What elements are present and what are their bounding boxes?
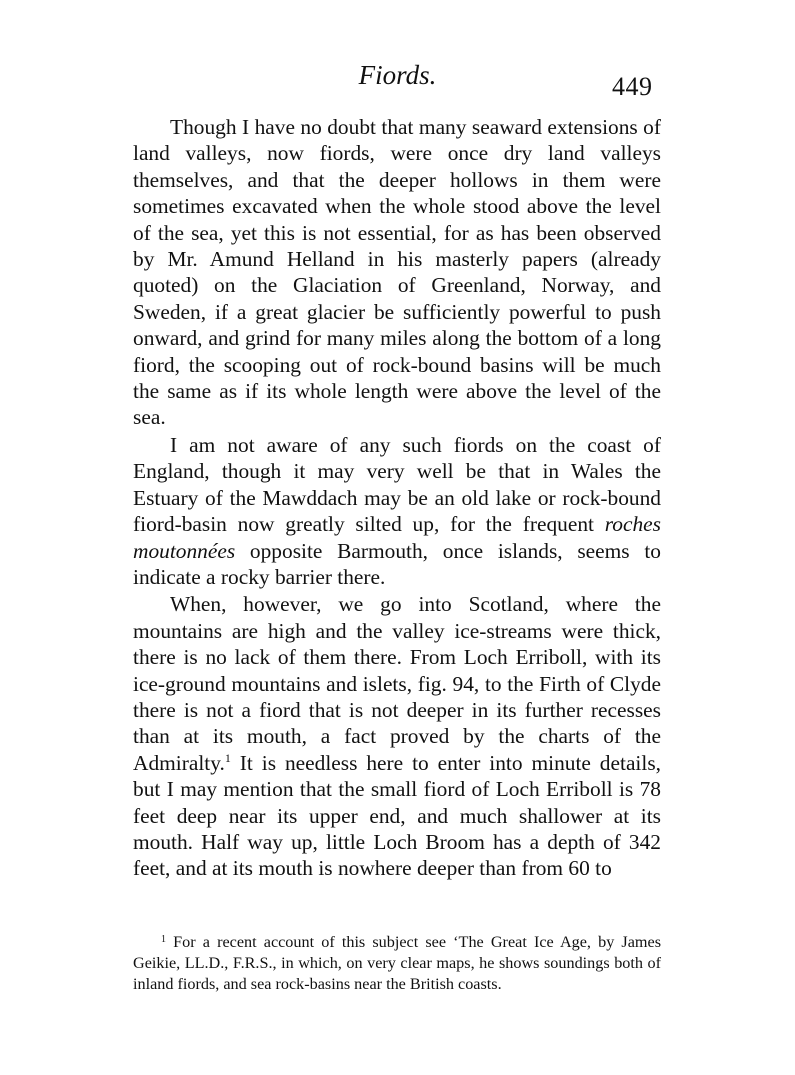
footnote [133,932,661,996]
running-title: Fiords. [358,60,437,90]
footnote-text: For a recent account of this subject see ‘The Great Ice Age, by James Geikie, LL.D., F.R.S., in which, on very clear maps, he shows soundings both of inland fiords, and sea rock-basins near the British coasts. [133,933,661,994]
footnote-mark: 1 [161,934,166,945]
paragraph-3-text-after: It is needless here to enter into minute details, but I may mention that the small fiord of Loch Erriboll is 78 feet deep near its upper end, and much shallower at its mouth. Half way up, little Loch Broom has a depth of 342 feet, and at its mouth is nowhere deeper than from 60 to [133,750,661,881]
paragraph-2 [133,432,661,590]
body-text [133,114,661,882]
paragraph-2-text-after: opposite Barmouth, once islands, seems to indicate a rocky barrier there. [133,538,661,589]
paragraph-3-text-before: When, however, we go into Scotland, where the mountains are high and the valley ice-streams were thick, there is no lack of them there. From Loch Erriboll, with its ice-ground mountains and islets, fig. 94, to the Firth of Clyde there is not a fiord that is not deeper in its further recesses than at its mouth, a fact proved by the charts of the Admiralty. [133,592,661,775]
page-number: 449 [612,72,653,101]
paragraph-1-text: Though I have no doubt that many seaward extensions of land valleys, now fiords, were once dry land valleys themselves, and that the deeper hollows in them were sometimes excavated when the whole stood above the level of the sea, yet this is not essential, for as has been observed by Mr. Amund Helland in his masterly papers (already quoted) on the Glaciation of Greenland, Norway, and Sweden, if a great glacier be sufficiently powerful to push onward, and grind for many miles along the bottom of a long fiord, the scooping out of rock-bound basins will be much the same as if its whole length were above the level of the sea. [133,115,661,430]
footnote-reference-mark[interactable]: 1 [224,750,231,765]
paragraph-2-italic-phrase: roches moutonnées [133,512,661,563]
paragraph-1 [133,114,661,431]
running-head [0,58,795,101]
paragraph-2-text-before: I am not aware of any such fiords on the coast of England, though it may very well be that in Wales the Estuary of the Mawddach may be an old lake or rock-bound fiord-basin now greatly silted up, for the frequent [133,432,661,537]
paragraph-3 [133,591,661,881]
